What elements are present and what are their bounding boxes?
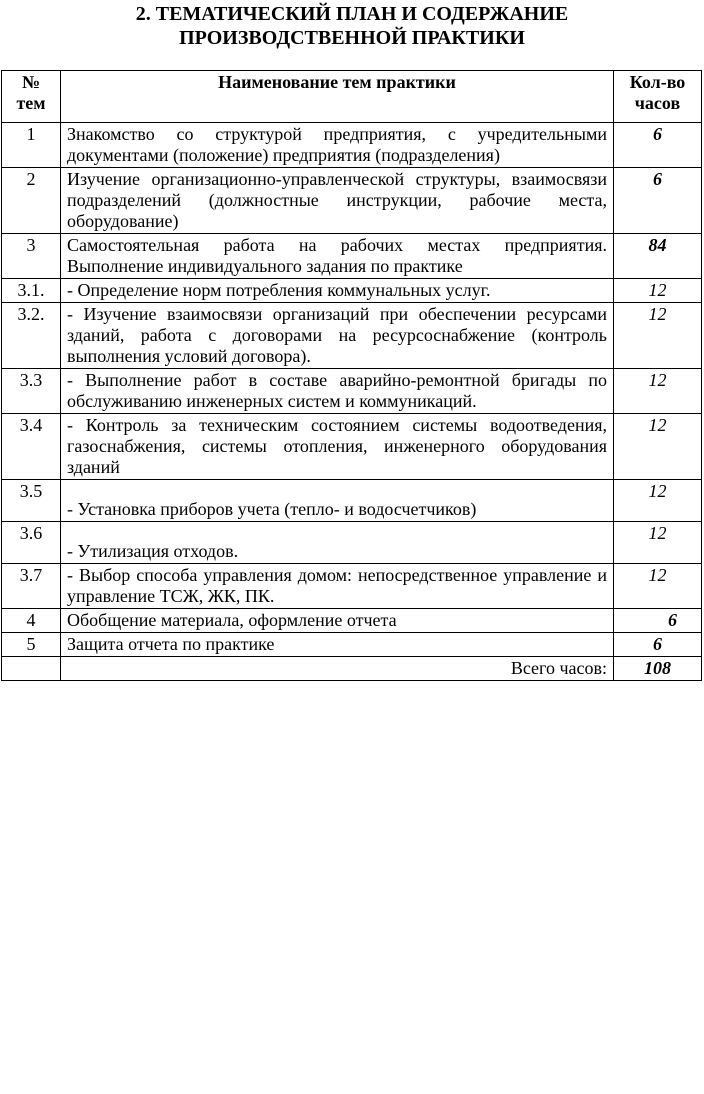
topic-name: Знакомство со структурой предприятия, с учредительными документами (положение) предприятия (подразделения) [61,123,614,168]
table-header-row [2,71,702,123]
header-topic-number-line-2: тем [16,93,46,113]
page-title-line-1: 2. ТЕМАТИЧЕСКИЙ ПЛАН И СОДЕРЖАНИЕ [135,3,569,25]
topic-name: - Контроль за техническим состоянием системы водоотведения, газоснабжения, системы отопления, инженерного оборудования зданий [61,414,614,480]
topic-number: 5 [2,633,61,657]
topic-hours: 12 [614,480,702,522]
topic-name: - Установка приборов учета (тепло- и водосчетчиков) [61,480,614,522]
header-topic-number [2,71,61,123]
header-hours [614,71,702,123]
topic-name: Обобщение материала, оформление отчета [61,609,614,633]
topic-number: 3 [2,234,61,279]
topic-number: 3.7 [2,564,61,609]
topic-number: 1 [2,123,61,168]
topic-number: 3.5 [2,480,61,522]
header-topic-name: Наименование тем практики [61,71,614,123]
topic-name: - Определение норм потребления коммунальных услуг. [61,279,614,303]
topic-number: 3.4 [2,414,61,480]
table-row [2,168,702,234]
topic-hours: 6 [614,609,702,633]
total-label: Всего часов: [61,657,614,681]
table-row [2,609,702,633]
topic-number: 3.3 [2,369,61,414]
topic-number: 3.1. [2,279,61,303]
total-row [2,657,702,681]
topic-name: - Утилизация отходов. [61,522,614,564]
page-title [0,2,704,50]
total-empty-cell [2,657,61,681]
table-row [2,522,702,564]
topic-hours: 12 [614,303,702,369]
table-row [2,234,702,279]
topic-hours: 6 [614,123,702,168]
topic-hours: 6 [614,633,702,657]
topic-name: Защита отчета по практике [61,633,614,657]
table-row [2,303,702,369]
topic-name: Изучение организационно-управленческой структуры, взаимосвязи подразделений (должностные инструкции, рабочие места, оборудование) [61,168,614,234]
topic-hours: 84 [614,234,702,279]
topic-number: 4 [2,609,61,633]
topic-number: 2 [2,168,61,234]
topic-hours: 12 [614,414,702,480]
table-row [2,414,702,480]
table-row [2,279,702,303]
header-hours-line-1: Кол-во [629,72,686,92]
thematic-plan-table [1,70,702,681]
topic-name: - Выполнение работ в составе аварийно-ремонтной бригады по обслуживанию инженерных систем и коммуникаций. [61,369,614,414]
topic-hours: 12 [614,522,702,564]
header-topic-number-line-1: № [21,72,41,92]
topic-hours: 12 [614,279,702,303]
topic-hours: 6 [614,168,702,234]
topic-number: 3.2. [2,303,61,369]
topic-number: 3.6 [2,522,61,564]
table-row [2,564,702,609]
topic-hours: 12 [614,369,702,414]
topic-name: Самостоятельная работа на рабочих местах предприятия. Выполнение индивидуального задания по практике [61,234,614,279]
topic-name: - Изучение взаимосвязи организаций при обеспечении ресурсами зданий, работа с договорами на ресурсоснабжение (контроль выполнения условий договора). [61,303,614,369]
topic-name: - Выбор способа управления домом: непосредственное управление и управление ТСЖ, ЖК, ПК. [61,564,614,609]
topic-hours: 12 [614,564,702,609]
page-title-line-2: ПРОИЗВОДСТВЕННОЙ ПРАКТИКИ [179,27,525,49]
total-hours: 108 [614,657,702,681]
table-row [2,633,702,657]
table-row [2,480,702,522]
table-row [2,123,702,168]
table-row [2,369,702,414]
header-hours-line-2: часов [634,93,681,113]
